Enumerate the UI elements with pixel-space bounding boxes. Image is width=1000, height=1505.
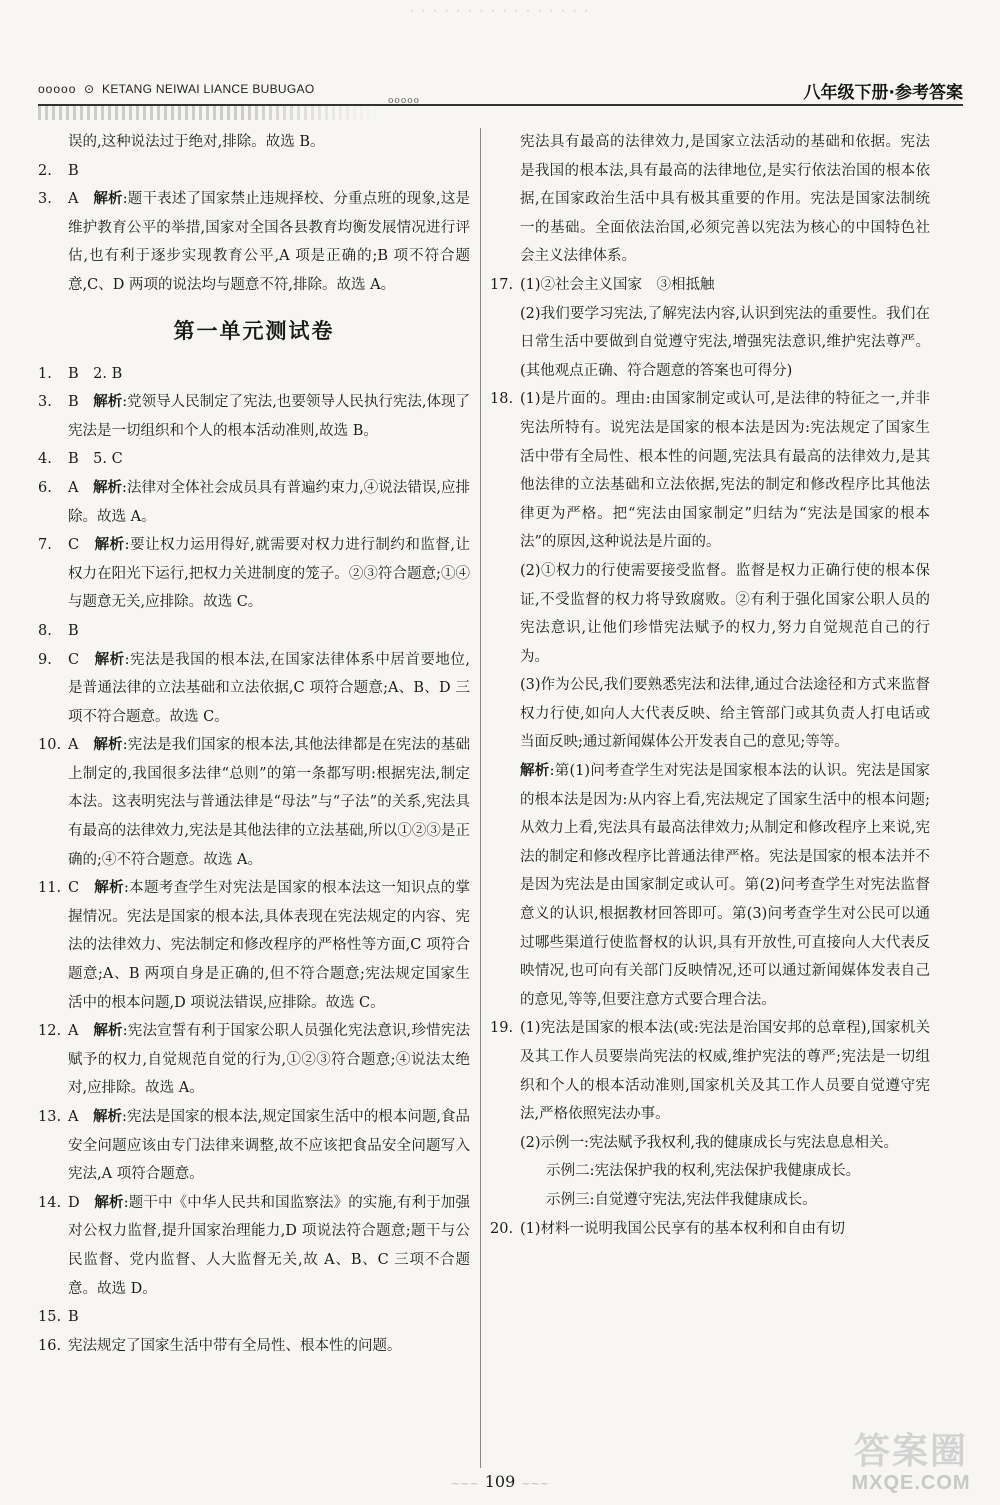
item-answer: B bbox=[68, 394, 79, 411]
item-answer: A bbox=[68, 1109, 79, 1125]
analysis-text: :题干中《中华人民共和国监察法》的实施,有利于加强对公权力监督,提升国家治理能力,D 项说法符合题意;题干与公民监督、党内监督、人大监督无关,故 A、B、C 三项不合题意。故选 D。 bbox=[68, 1194, 471, 1297]
analysis-text: :宪法宣誓有利于国家公职人员强化宪法意识,珍惜宪法赋予的权力,自觉规范自觉的行为,①②③符合题意;④说法太绝对,应排除。故选 A。 bbox=[68, 1023, 470, 1097]
item-answer: C bbox=[68, 880, 80, 897]
item-part-2: (2)示例一:宪法赋予我权利,我的健康成长与宪法息息相关。 bbox=[520, 1134, 899, 1151]
item-part-3: 示例二:宪法保护我的权利,宪法保护我健康成长。 bbox=[546, 1163, 861, 1180]
item-answer: (1)材料一说明我国公民享有的基本权利和自由有切 bbox=[520, 1220, 846, 1237]
analysis-text: :宪法是国家的根本法,规定国家生活中的根本问题,食品安全问题应该由专门法律来调整,故不应该把食品安全问题写入宪法,A 项符合题意。 bbox=[68, 1109, 470, 1183]
item-answer: B bbox=[68, 162, 79, 179]
item-analysis bbox=[520, 757, 930, 1014]
item-number: 13. bbox=[38, 1109, 62, 1125]
header-lace-ornament bbox=[38, 106, 378, 120]
analysis-text: :宪法是我国的根本法,在国家法律体系中居首要地位,是普通法律的立法基础和立法依据,C 项符合题意;A、B、D 三项不符合题意。故选 C。 bbox=[68, 651, 471, 725]
analysis-text: :第(1)问考查学生对宪法是国家根本法的认识。宪法是国家的根本法是因为:从内容上看,宪法规定了国家生活中的根本问题;从效力上看,宪法具有最高法律效力;从制定和修改程序上来说,宪法的制定和修改程序比普通法律严格。宪法是国家的根本法并不是因为宪法是由国家制定或认可。第(2)问考查学生对宪法监督意义的认识,根据教材回答即可。第(3)问考查学生对公民可以通过哪些渠道行使监督权的认识,具有开放性,可直接向人大代表反映情况,也可向有关部门反映情况,还可以通过新闻媒体发表自己的意见,等等,但要注意方式要合理合法。 bbox=[520, 763, 930, 1008]
item-answer: B 5. C bbox=[68, 451, 123, 468]
item-number: 8. bbox=[38, 622, 52, 639]
header-dots: ooooo bbox=[38, 82, 77, 96]
item-answer: A bbox=[68, 479, 79, 496]
q16-continuation: 宪法具有最高的法律效力,是国家立法活动的基础和依据。宪法是我国的根本法,具有最高的法律地位,是实行依法治国的根本依据,在国家政治生活中具有极其重要的作用。宪法是国家法制统一的基础。全面依法治国,必须完善以宪法为核心的中国特色社会主义法律体系。 bbox=[520, 134, 930, 265]
answer-item-2 bbox=[38, 157, 470, 186]
analysis-text: :法律对全体社会成员具有普遍约束力,④说法错误,应排除。故选 A。 bbox=[68, 479, 470, 525]
item-answer: C bbox=[68, 651, 80, 668]
answer-item-16 bbox=[38, 1332, 470, 1361]
answer-item-13 bbox=[38, 1103, 470, 1189]
page-number-text: 109 bbox=[484, 1472, 516, 1491]
analysis-label: 解析 bbox=[94, 1193, 124, 1211]
item-number: 3. bbox=[38, 394, 52, 411]
item-answer: A bbox=[68, 191, 79, 208]
section-title: 第一单元测试卷 bbox=[173, 318, 335, 343]
header-brand bbox=[38, 82, 314, 96]
item-number: 19. bbox=[490, 1020, 514, 1037]
analysis-label: 解析 bbox=[94, 536, 125, 554]
analysis-label: 解析 bbox=[93, 393, 123, 411]
answer-item-12 bbox=[38, 1017, 470, 1103]
page-header bbox=[38, 78, 963, 112]
answer-item-8 bbox=[38, 617, 470, 646]
item-answer: 宪法规定了国家生活中带有全局性、根本性的问题。 bbox=[68, 1337, 402, 1354]
item-number: 14. bbox=[38, 1194, 62, 1211]
answer-item-19 bbox=[490, 1014, 930, 1214]
q1-continuation: 误的,这种说法过于绝对,排除。故选 B。 bbox=[68, 134, 325, 150]
answer-item-3b bbox=[38, 388, 470, 445]
item-answer: A bbox=[68, 737, 79, 754]
item-number: 1. bbox=[38, 365, 52, 382]
analysis-label: 解析 bbox=[93, 1108, 123, 1125]
item-answer: B 2. B bbox=[68, 365, 123, 382]
item-part-3: (3)作为公民,我们要熟悉宪法和法律,通过合法途径和方式来监督权力行使,如向人大代表反映、给主管部门或其负责人打电话或当面反映;通过新闻媒体公开发表自己的意见;等等。 bbox=[520, 677, 930, 751]
column-divider bbox=[480, 128, 481, 1468]
answer-item-18 bbox=[490, 385, 930, 1014]
answer-item-4-5 bbox=[38, 445, 470, 474]
item-part-2: (2)我们要学习宪法,了解宪法内容,认识到宪法的重要性。我们在日常生活中要做到自觉遵守宪法,增强宪法意识,维护宪法尊严。(其他观点正确、符合题意的答案也可得分) bbox=[520, 305, 930, 379]
answer-item-14 bbox=[38, 1189, 470, 1303]
analysis-text: :宪法是我们国家的根本法,其他法律都是在宪法的基础上制定的,我国很多法律“总则”的第一条都写明:根据宪法,制定本法。这表明宪法与普通法律是“母法”与“子法”的关系,宪法具有最高的法律效力,宪法是其他法律的立法基础,所以①②③是正确的;④不符合题意。故选 A。 bbox=[68, 737, 470, 868]
answer-item-6 bbox=[38, 474, 470, 531]
analysis-label: 解析 bbox=[94, 879, 124, 897]
analysis-label: 解析 bbox=[93, 478, 123, 496]
item-answer: B bbox=[68, 622, 79, 639]
right-column bbox=[490, 128, 930, 1243]
header-title: 八年级下册·参考答案 bbox=[803, 83, 963, 103]
page-ornament-left: ~~~ bbox=[451, 1477, 479, 1490]
item-answer: C bbox=[68, 537, 80, 554]
header-brand-text: KETANG NEIWAI LIANCE BUBUGAO bbox=[102, 82, 315, 96]
item-number: 12. bbox=[38, 1023, 62, 1040]
item-number: 11. bbox=[38, 880, 62, 897]
answer-item-9 bbox=[38, 646, 470, 732]
watermark-logo-text: 答案圈 bbox=[853, 1431, 968, 1472]
answer-item-15 bbox=[38, 1303, 470, 1332]
answer-item-11 bbox=[38, 874, 470, 1017]
site-watermark bbox=[836, 1432, 986, 1502]
item-part-1: (1)②社会主义国家 ③相抵触 bbox=[520, 276, 715, 293]
item-number: 7. bbox=[38, 537, 52, 554]
item-part-2: (2)①权力的行使需要接受监督。监督是权力正确行使的根本保证,不受监督的权力将导致腐败。②有利于强化国家公职人员的宪法意识,让他们珍惜宪法赋予的权力,努力自觉规范自己的行为。 bbox=[520, 562, 930, 665]
item-part-1: (1)是片面的。理由:由国家制定或认可,是法律的特征之一,并非宪法所特有。说宪法是国家的根本法是因为:宪法规定了国家生活中带有全局性、根本性的问题,宪法具有最高的法律效力,是其他法律的立法基础和立法依据,宪法的制定和修改程序比其他法律更为严格。把“宪法由国家制定”归结为“宪法是国家的根本法”的原因,这种说法是片面的。 bbox=[520, 391, 930, 551]
item-number: 9. bbox=[38, 651, 52, 668]
item-number: 17. bbox=[490, 276, 514, 293]
analysis-label: 解析 bbox=[93, 190, 123, 208]
header-dots-right: ooooo bbox=[388, 96, 421, 106]
analysis-text: :题干表述了国家禁止违规择校、分重点班的现象,这是维护教育公平的举措,国家对全国各县教育均衡发展情况进行评估,也有利于逐步实现教育公平,A 项是正确的;B 项不符合题意,C、D 两项的说法均与题意不符,排除。故选 A。 bbox=[68, 191, 470, 293]
analysis-label: 解析 bbox=[93, 1022, 123, 1040]
analysis-text: :要让权力运用得好,就需要对权力进行制约和监督,让权力在阳光下运行,把权力关进制度的笼子。②③符合题意;①④与题意无关,应排除。故选 C。 bbox=[68, 537, 471, 611]
item-answer: B bbox=[68, 1309, 79, 1326]
analysis-label: 解析 bbox=[93, 736, 123, 754]
answer-item-20 bbox=[490, 1215, 930, 1244]
answer-item-3 bbox=[38, 185, 470, 299]
top-ornament: · · · · · · · · · · · · · · · · bbox=[409, 4, 591, 18]
item-part-1: (1)宪法是国家的根本法(或:宪法是治国安邦的总章程),国家机关及其工作人员要崇尚宪法的权威,维护宪法的尊严;宪法是一切组织和个人的根本活动准则,国家机关及其工作人员要自觉遵守宪法,严格依照宪法办事。 bbox=[520, 1020, 930, 1123]
left-column bbox=[38, 128, 470, 1360]
answer-item-7 bbox=[38, 531, 470, 617]
item-answer: D bbox=[68, 1194, 80, 1211]
item-part-4: 示例三:自觉遵守宪法,宪法伴我健康成长。 bbox=[546, 1191, 817, 1208]
watermark-url: MXQE.COM bbox=[851, 1472, 971, 1494]
item-number: 20. bbox=[490, 1220, 514, 1237]
item-number: 6. bbox=[38, 479, 52, 496]
item-number: 10. bbox=[38, 737, 62, 754]
item-number: 18. bbox=[490, 391, 514, 408]
item-number: 15. bbox=[38, 1309, 62, 1326]
item-answer: A bbox=[68, 1023, 79, 1040]
item-number: 16. bbox=[38, 1337, 62, 1354]
analysis-label: 解析 bbox=[520, 762, 550, 780]
analysis-text: :本题考查学生对宪法是国家的根本法这一知识点的掌握情况。宪法是国家的根本法,具体表现在宪法规定的内容、宪法的法律效力、宪法制定和修改程序的严格性等方面,C 项符合题意;A、B 两项自身是正确的,但不符合题意;宪法规定国家生活中的根本问题,D 项说法错误,应排除。故选 C。 bbox=[68, 880, 471, 1011]
analysis-text: :党领导人民制定了宪法,也要领导人民执行宪法,体现了宪法是一切组织和个人的根本活动准则,故选 B。 bbox=[68, 394, 471, 439]
item-number: 2. bbox=[38, 162, 52, 179]
answer-item-17 bbox=[490, 271, 930, 385]
item-number: 4. bbox=[38, 451, 52, 468]
page-ornament-right: ~~~ bbox=[521, 1477, 549, 1490]
item-number: 3. bbox=[38, 191, 52, 208]
answer-item-1-2 bbox=[38, 360, 470, 389]
brand-circle-icon: ⊙ bbox=[84, 82, 95, 96]
answer-item-10 bbox=[38, 731, 470, 874]
analysis-label: 解析 bbox=[94, 650, 125, 668]
